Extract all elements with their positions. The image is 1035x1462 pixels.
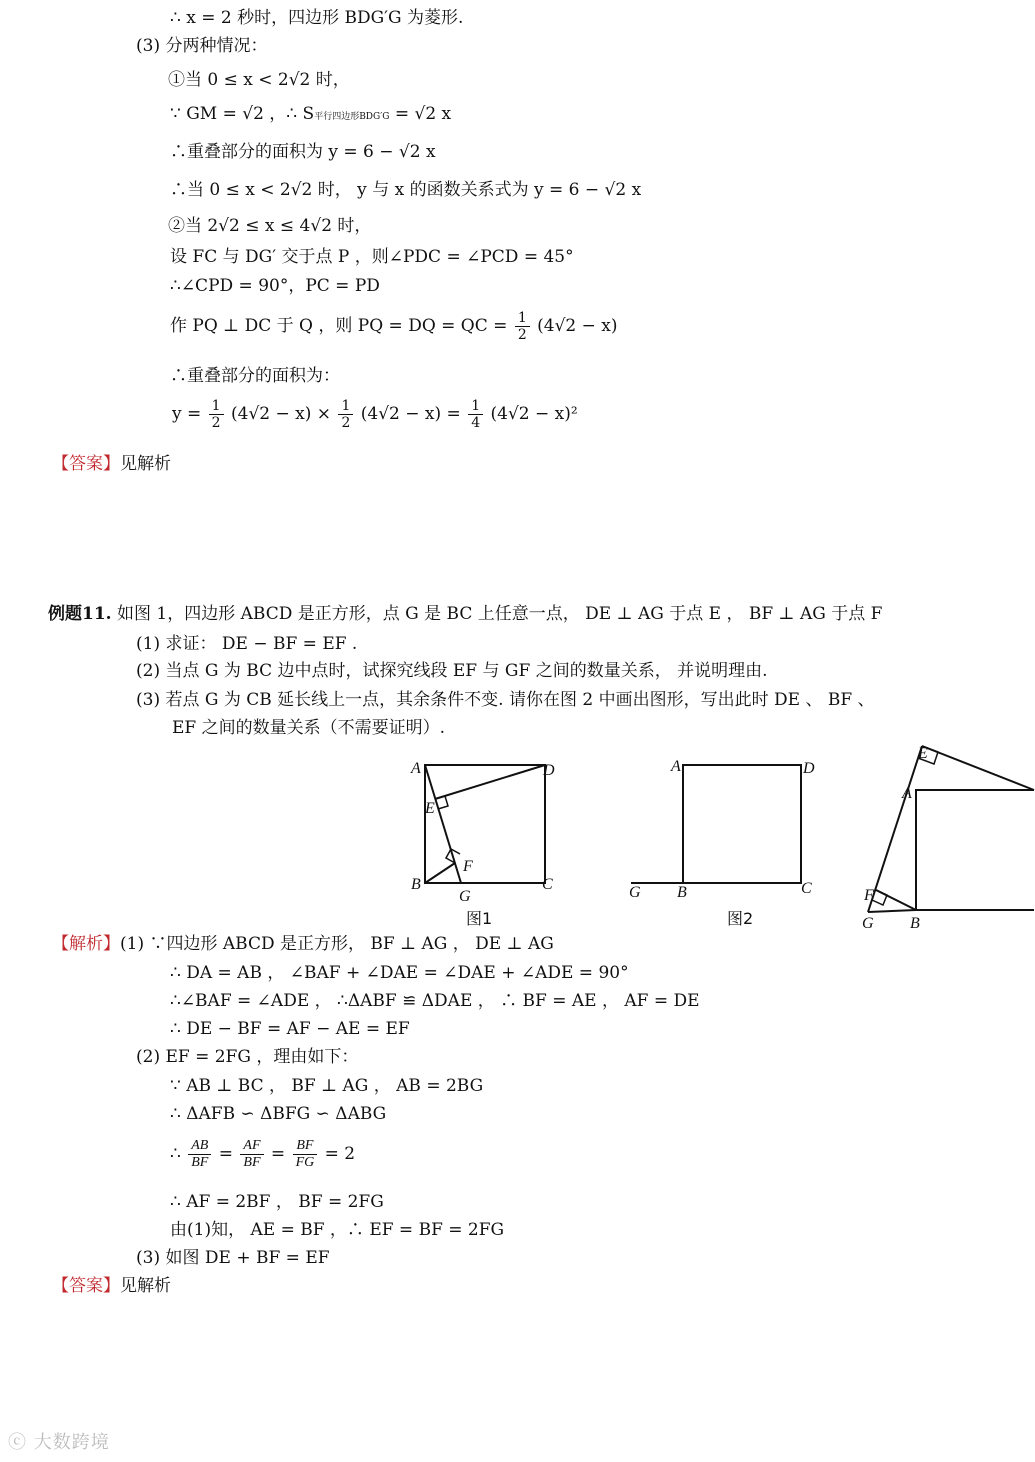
figure-1 (405, 755, 575, 905)
answer-text: 见解析 (120, 1276, 171, 1296)
square-abcd (683, 765, 801, 883)
label-e: E (918, 745, 928, 762)
label-f: F (864, 887, 874, 904)
prev-line-10a: 作 PQ ⊥ DC 于 Q ，则 PQ = DQ = QC = (170, 316, 508, 336)
label-b: B (411, 876, 421, 893)
prev-line-5: ∴重叠部分的面积为 y = 6 − √2 x (170, 142, 436, 162)
line-de (435, 765, 545, 799)
question-3a: (3) 若点 G 为 CB 延长线上一点，其余条件不变. 请你在图 2 中画出图形，写出此时 DE 、 BF 、 (136, 690, 875, 710)
solution-tag: 【解析】 (52, 934, 120, 954)
solution-answer (52, 1274, 171, 1298)
answer-tag: 【答案】 (52, 454, 120, 474)
line-ed (922, 746, 1034, 790)
prev-line-12d: (4√2 − x)² (490, 404, 578, 424)
prev-answer (52, 452, 171, 476)
figure-2-caption: 图2 (727, 909, 754, 928)
solution-line-4: ∴ DE − BF = AF − AE = EF (170, 1019, 410, 1039)
figure-3 (860, 740, 1035, 935)
prev-line-10 (170, 310, 618, 343)
prev-line-4b: = √2 x (389, 104, 452, 124)
label-b: B (910, 915, 920, 932)
label-g: G (459, 888, 471, 905)
ratio-value: = 2 (324, 1144, 356, 1164)
fraction-af-bf: $\frac{AF}{BF}$ (240, 1138, 263, 1171)
example-stem-text: 如图 1，四边形 ABCD 是正方形，点 G 是 BC 上任意一点， DE ⊥ AG 于点 E ， BF ⊥ AG 于点 F (116, 604, 883, 624)
solution-line-7: ∴ ΔAFB ∽ ΔBFG ∽ ΔABG (170, 1104, 387, 1124)
line-gb (868, 910, 916, 912)
fraction-half: $\frac{1}{2}$ (515, 310, 530, 343)
label-d: D (803, 760, 815, 777)
solution-line-6: ∵ AB ⊥ BC ， BF ⊥ AG ， AB = 2BG (170, 1076, 484, 1096)
prev-line-1: ∴ x = 2 秒时，四边形 BDG′G 为菱形. (170, 8, 464, 28)
label-g: G (629, 884, 641, 900)
example-stem (48, 602, 882, 626)
solution-line-2: ∴ DA = AB ， ∠BAF + ∠DAE = ∠DAE + ∠ADE = 90° (170, 963, 629, 983)
answer-tag: 【答案】 (52, 1276, 120, 1296)
label-d: D (543, 762, 555, 779)
question-2: (2) 当点 G 为 BC 边中点时，试探究线段 EF 与 GF 之间的数量关系， 并说明理由. (136, 661, 768, 681)
prev-line-12 (172, 398, 578, 431)
label-c: C (542, 876, 553, 893)
question-1: (1) 求证： DE − BF = EF . (136, 634, 358, 654)
prev-line-12c: (4√2 − x) = (360, 404, 461, 424)
question-3b: EF 之间的数量关系（不需要证明）. (172, 718, 446, 738)
equals-sign: = (270, 1144, 286, 1164)
equals-sign: = (218, 1144, 233, 1164)
prev-line-4-subscript: 平行四边形BDG′G (314, 112, 390, 122)
prev-line-4 (170, 102, 451, 129)
solution-line-9: ∴ AF = 2BF ， BF = 2FG (170, 1192, 384, 1212)
solution-s1: (1) ∵四边形 ABCD 是正方形， BF ⊥ AG ， DE ⊥ AG (120, 934, 554, 954)
watermark-logo-icon: ⓒ (8, 1432, 34, 1453)
prev-line-11: ∴重叠部分的面积为： (170, 366, 340, 386)
prev-line-3: ①当 0 ≤ x < 2√2 时， (168, 70, 350, 90)
label-b: B (677, 884, 687, 900)
prev-line-4a: ∵ GM = √2 ，∴ S (170, 104, 315, 124)
line-bf (425, 863, 455, 883)
line-ag (425, 765, 461, 883)
prev-line-6: ∴当 0 ≤ x < 2√2 时， y 与 x 的函数关系式为 y = 6 − √2 x (170, 180, 642, 200)
figure-1-caption: 图1 (466, 909, 493, 928)
label-a: A (671, 758, 681, 775)
solution-line-5: (2) EF = 2FG ，理由如下： (136, 1047, 359, 1067)
square-abcd (916, 790, 1034, 910)
prev-line-10b: (4√2 − x) (537, 316, 618, 336)
prev-line-9: ∴∠CPD = 90°，PC = PD (170, 276, 380, 296)
figure-2 (625, 755, 825, 900)
therefore-symbol: ∴ (170, 1144, 181, 1164)
fraction-half: $\frac{1}{2}$ (338, 398, 353, 431)
example-label: 例题11. (48, 604, 112, 624)
prev-line-7: ②当 2√2 ≤ x ≤ 4√2 时， (168, 216, 372, 236)
prev-line-2: (3) 分两种情况： (136, 36, 268, 56)
solution-line-11: (3) 如图 DE + BF = EF (136, 1248, 330, 1268)
prev-line-12b: (4√2 − x) × (231, 404, 332, 424)
prev-line-8: 设 FC 与 DG′ 交于点 P ，则∠PDC = ∠PCD = 45° (170, 247, 574, 267)
label-c: C (801, 880, 812, 897)
watermark: ⓒ 大数跨境 (8, 1432, 110, 1453)
line-ge (868, 746, 922, 912)
solution-line-8 (170, 1138, 355, 1171)
fraction-quarter: $\frac{1}{4}$ (468, 398, 483, 431)
solution-line-1 (52, 932, 554, 956)
label-a: A (902, 785, 912, 802)
solution-line-3: ∴∠BAF = ∠ADE ， ∴ΔABF ≌ ΔDAE ， ∴ BF = AE ， AF = DE (170, 991, 700, 1011)
label-a: A (411, 760, 421, 777)
fraction-ab-bf: $\frac{AB}{BF}$ (188, 1138, 211, 1171)
solution-line-10: 由(1)知， AE = BF ，∴ EF = BF = 2FG (170, 1220, 505, 1240)
prev-line-12a: y = (172, 404, 202, 424)
label-g: G (862, 915, 874, 932)
fraction-bf-fg: $\frac{BF}{FG}$ (293, 1138, 318, 1171)
fraction-half: $\frac{1}{2}$ (209, 398, 224, 431)
answer-text: 见解析 (120, 454, 171, 474)
label-e: E (425, 800, 435, 817)
label-f: F (463, 858, 473, 875)
